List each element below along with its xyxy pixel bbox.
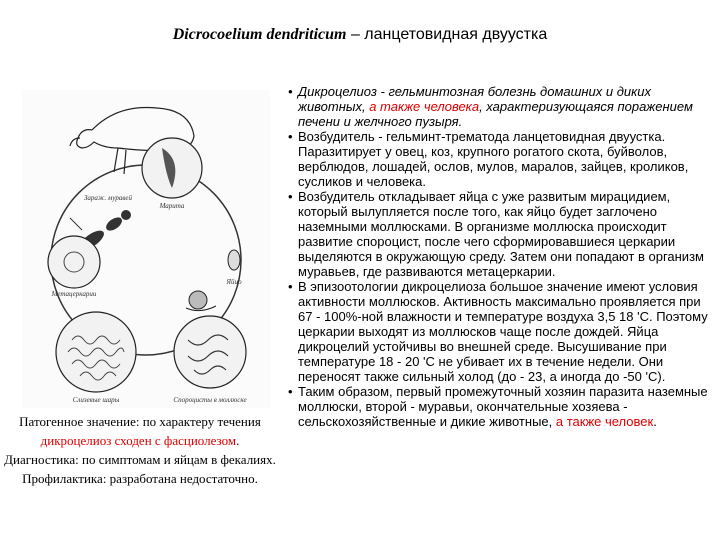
definition-highlight: а также человека	[369, 99, 480, 114]
left-notes	[4, 412, 276, 488]
label-egg: Яйцо	[226, 278, 242, 286]
hosts-highlight: а также человек	[555, 414, 654, 429]
bullet-hosts	[288, 384, 712, 429]
metacercaria-circle	[48, 236, 100, 288]
pathogenic-end: .	[236, 433, 240, 448]
diagnostics-note: Диагностика: по симптомам и яйцам в фекалиях.	[4, 452, 276, 467]
sporocyst-circle	[174, 316, 246, 388]
definition-text: - гельминтозная болезнь домашних и диких животных,	[298, 84, 652, 114]
title-russian: – ланцетовидная двуустка	[346, 26, 548, 43]
slide-title	[0, 26, 720, 44]
life-cycle-illustration	[22, 90, 270, 408]
snail-illustration	[186, 291, 216, 311]
egg-illustration	[228, 250, 240, 270]
label-sporocysts: Спороцисты в моллюске	[173, 396, 247, 404]
bullet-epizootology: • В эпизоотологии дикроцелиоза большое значение имеют условия активности моллюсков. Активность максимально проявляется при 67 - 100%-ной влажности и температуре воздуха 3,5 18 'С. Поэтому церкарии выходят из моллюсков чаще после дождей. Яйца дикроцелий устойчивы во внешней среде. Высушивание при температуре 18 - 20 'С не убивает их в течение недели. Они переносят также сильный холод (до - 23, а иногда до -50 'С).	[288, 279, 712, 384]
hosts-end: .	[653, 414, 657, 429]
right-bullets	[288, 84, 712, 429]
pathogenic-highlight: дикроцелиоз сходен с фасциолезом	[40, 433, 237, 448]
bullet-definition	[288, 84, 712, 129]
pathogenic-text: Патогенное значение: по характеру течения	[19, 414, 261, 429]
bullet-pathogen: • Возбудитель - гельминт-трематода ланцетовидная двуустка. Паразитирует у овец, коз, крупного рогатого скота, буйволов, верблюдов, лошадей, ослов, мулов, маралов, зайцев, кроликов, сусликов и человека.	[288, 129, 712, 189]
life-cycle-figure	[22, 90, 270, 408]
prevention-note: Профилактика: разработана недостаточно.	[22, 471, 258, 486]
label-marita: Марита	[159, 202, 185, 210]
label-slime-balls: Слизевые шары	[72, 396, 120, 404]
label-metacercaria: Метацеркарии	[51, 290, 97, 298]
hosts-text: Таким образом, первый промежуточный хозяин паразита наземные моллюски, второй - муравьи, окончательные хозяева - сельскохозяйственные и дикие животные,	[298, 384, 708, 429]
label-infected-ant: Зараж. муравей	[83, 194, 133, 202]
bullet-development: • Возбудитель откладывает яйца с уже развитым мирацидием, который вылупляется после того, как яйцо будет заглочено наземными моллюсками. В организме моллюска происходит развитие спороцист, после чего сформировавшиеся церкарии выделяются в окружающую среду. Затем они попадают в организм муравьев, где развиваются метацеркарии.	[288, 189, 712, 279]
title-latin: Dicrocoelium dendriticum	[172, 26, 347, 43]
pathogenic-note	[4, 412, 276, 450]
definition-end: , характеризующаяся поражением печени и желчного пузыря.	[298, 99, 693, 129]
term-dicroceliosis: Дикроцелиоз	[298, 84, 377, 99]
